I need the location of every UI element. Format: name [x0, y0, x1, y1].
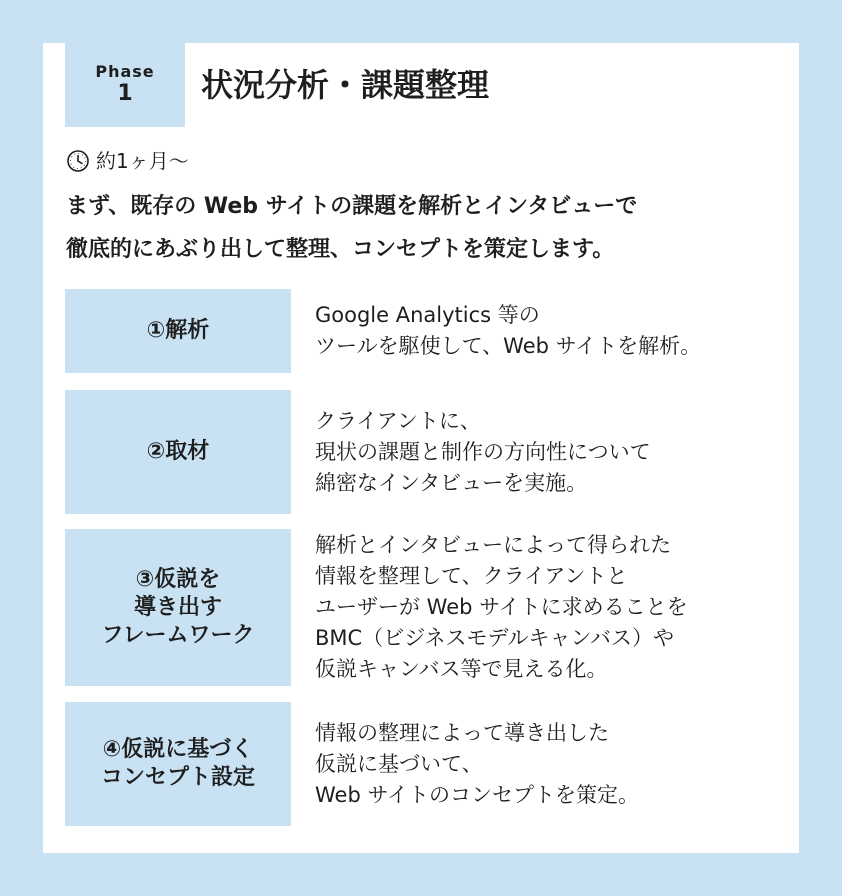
step-desc-line: 情報の整理によって導き出した	[315, 720, 609, 745]
step-desc-line: 解析とインタビューによって得られた	[315, 533, 672, 557]
step-desc-line: ツールを駆使して、Web サイトを解析。	[315, 334, 702, 358]
step-desc-line: BMC（ビジネスモデルキャンバス）や	[315, 626, 675, 650]
step-row-concept	[65, 702, 793, 826]
phase-number: 1	[117, 81, 133, 106]
step-label-line: コンセプト設定	[100, 765, 255, 790]
step-label-line: ②取材	[146, 439, 210, 464]
phase-card	[43, 43, 799, 853]
step-desc-line: 綿密なインタビューを実施。	[315, 470, 588, 495]
step-label	[65, 529, 291, 686]
page-title: 状況分析・課題整理	[201, 66, 490, 104]
clock-icon	[66, 149, 90, 173]
step-desc-line: 仮説キャンバス等で見える化。	[315, 657, 608, 681]
step-label-line: ③仮説を	[135, 566, 221, 592]
intro-line: まず、既存の Web サイトの課題を解析とインタビューで	[66, 194, 638, 219]
step-label	[65, 289, 291, 373]
intro-text	[66, 185, 791, 271]
phase-label: Phase	[95, 62, 155, 81]
step-desc-line: Google Analytics 等の	[315, 303, 540, 327]
step-description	[315, 702, 793, 826]
step-row-hypothesis-framework	[65, 529, 793, 686]
step-label-line: ④仮説に基づく	[102, 737, 254, 762]
phase-badge	[65, 43, 185, 127]
step-row-analysis	[65, 289, 793, 373]
duration-text: 約1ヶ月〜	[96, 149, 189, 173]
step-desc-line: 情報を整理して、クライアントと	[315, 564, 628, 588]
step-label-line: 導き出す	[133, 594, 222, 620]
step-desc-line: 仮説に基づいて、	[315, 751, 483, 776]
step-description	[315, 289, 793, 373]
step-row-interview	[65, 390, 793, 514]
intro-line: 徹底的にあぶり出して整理、コンセプトを策定します。	[66, 237, 615, 262]
step-desc-line: Web サイトのコンセプトを策定。	[315, 782, 639, 807]
step-description	[315, 390, 793, 514]
step-label-line: フレームワーク	[101, 622, 255, 648]
step-description	[315, 529, 793, 686]
duration	[66, 147, 189, 175]
step-label-line: ①解析	[146, 318, 210, 343]
step-desc-line: 現状の課題と制作の方向性について	[315, 439, 651, 464]
step-desc-line: ユーザーが Web サイトに求めることを	[315, 595, 688, 619]
step-desc-line: クライアントに、	[315, 408, 481, 433]
step-label	[65, 702, 291, 826]
step-label	[65, 390, 291, 514]
